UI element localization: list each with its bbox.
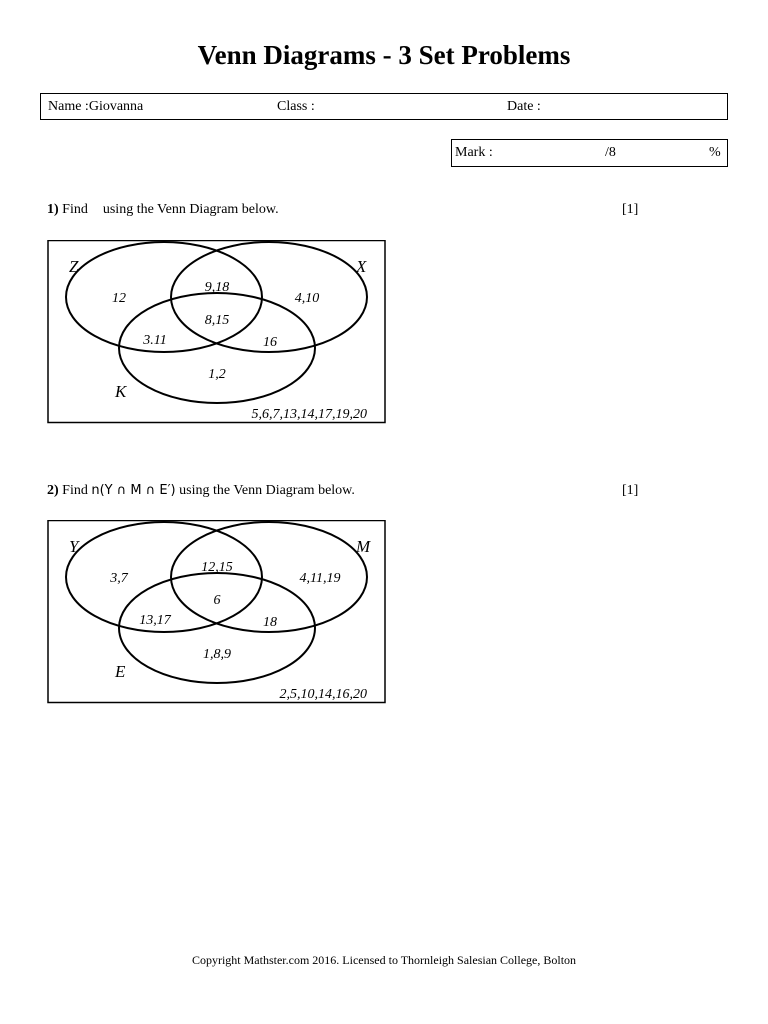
set-c-circle bbox=[119, 293, 315, 403]
region-b-only: 4,11,19 bbox=[299, 571, 341, 586]
region-a-only: 12 bbox=[112, 291, 126, 306]
mark-box bbox=[451, 139, 728, 167]
name-label: Name : bbox=[48, 99, 89, 114]
universal-set-rectangle bbox=[48, 521, 385, 703]
question-text-after: using the Venn Diagram below. bbox=[102, 202, 279, 217]
question-2 bbox=[47, 483, 355, 499]
set-a-label: Y bbox=[69, 537, 79, 556]
universal-set-rectangle bbox=[48, 241, 385, 423]
question-text-after: using the Venn Diagram below. bbox=[179, 483, 355, 498]
region-abc: 8,15 bbox=[204, 313, 230, 328]
region-a-only: 3,7 bbox=[110, 571, 128, 586]
question-1 bbox=[47, 202, 279, 218]
set-a-label: Z bbox=[69, 257, 79, 276]
question-number: 1) bbox=[47, 202, 59, 217]
class-label[interactable]: Class : bbox=[277, 99, 315, 114]
region-b-only: 4,10 bbox=[294, 291, 320, 306]
region-outside: 2,5,10,14,16,20 bbox=[279, 687, 367, 702]
mark-percent: % bbox=[709, 145, 721, 160]
region-bc: 18 bbox=[263, 615, 277, 630]
student-info-box bbox=[40, 93, 728, 120]
mark-label: Mark : bbox=[455, 145, 493, 160]
question-text-before: Find bbox=[62, 483, 88, 498]
set-c-label: E bbox=[115, 662, 126, 681]
set-b-label: M bbox=[356, 537, 371, 556]
set-b-label: X bbox=[356, 257, 367, 276]
region-outside: 5,6,7,13,14,17,19,20 bbox=[251, 407, 367, 422]
date-label[interactable]: Date : bbox=[507, 99, 541, 114]
question-text-before: Find bbox=[62, 202, 88, 217]
region-ac: 13,17 bbox=[139, 613, 171, 628]
worksheet-title: Venn Diagrams - 3 Set Problems bbox=[197, 40, 571, 70]
question-1-marks: [1] bbox=[622, 202, 639, 217]
question-2-marks: [1] bbox=[622, 483, 639, 498]
region-abc: 6 bbox=[213, 593, 221, 608]
name-value: Giovanna bbox=[88, 99, 144, 114]
question-expression: n(Y ∩ M ∩ E′) bbox=[91, 483, 176, 498]
name-field[interactable] bbox=[48, 99, 143, 115]
region-c-only: 1,2 bbox=[208, 367, 226, 382]
region-bc: 16 bbox=[263, 335, 277, 350]
question-number: 2) bbox=[47, 483, 59, 498]
region-ab: 9,18 bbox=[204, 280, 230, 295]
venn-diagram-2 bbox=[47, 520, 387, 704]
venn-diagram-1 bbox=[47, 240, 387, 424]
region-c-only: 1,8,9 bbox=[203, 647, 231, 662]
region-ac: 3.11 bbox=[143, 333, 167, 348]
set-c-circle bbox=[119, 573, 315, 683]
region-ab: 12,15 bbox=[201, 560, 233, 575]
copyright-footer: Copyright Mathster.com 2016. Licensed to Thornleigh Salesian College, Bolton bbox=[191, 953, 577, 967]
mark-out-of: /8 bbox=[605, 145, 616, 160]
set-c-label: K bbox=[115, 382, 127, 401]
